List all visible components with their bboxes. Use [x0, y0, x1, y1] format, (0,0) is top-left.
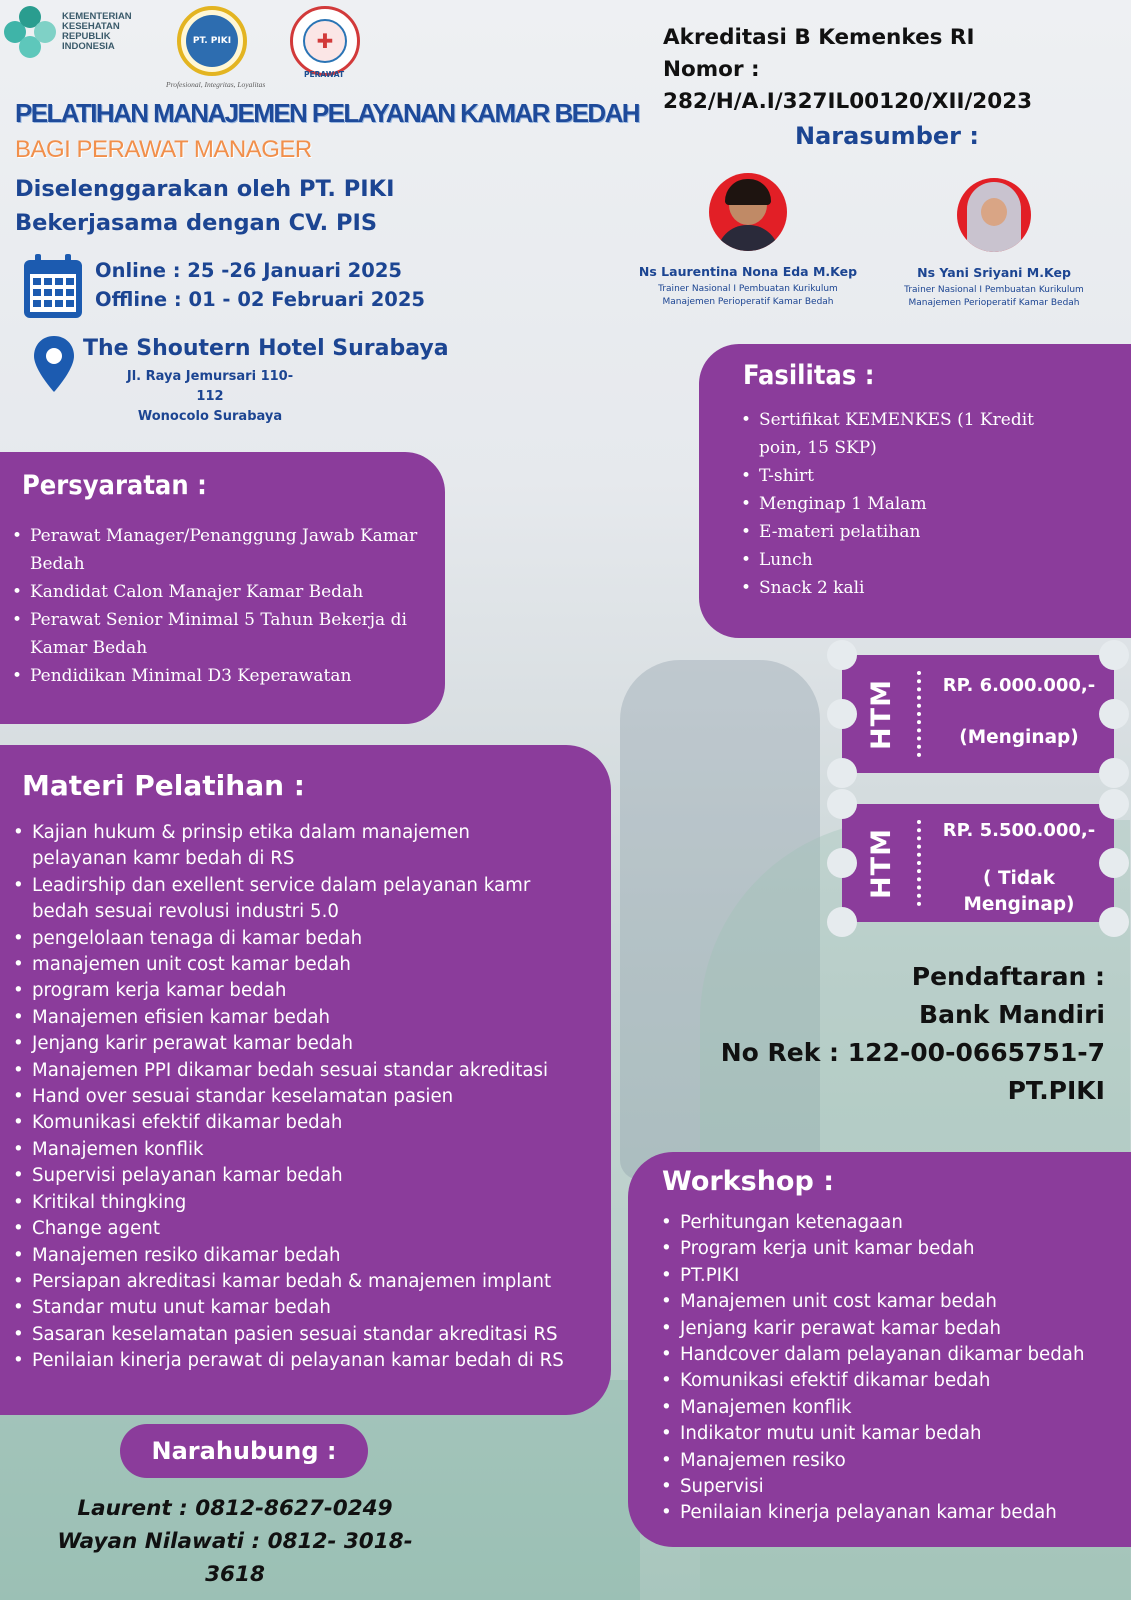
- list-item: • pengelolaan tenaga di kamar bedah: [12, 926, 567, 952]
- piki-badge: PT. PIKI: [186, 15, 238, 67]
- page-title: PELATIHAN MANAJEMEN PELAYANAN KAMAR BEDAH: [15, 98, 639, 128]
- speaker-name: Ns Laurentina Nona Eda M.Kep: [638, 264, 858, 279]
- fasilitas-panel: [699, 344, 1131, 638]
- speaker-card: [869, 178, 1119, 310]
- speaker-desc: [869, 284, 1119, 310]
- list-item: • PT.PIKI: [660, 1263, 1120, 1289]
- list-item: • Manajemen efisien kamar bedah: [12, 1005, 567, 1031]
- list-item: • Perawat Senior Minimal 5 Tahun Bekerja di Kamar Bedah: [10, 606, 430, 662]
- speaker-desc-line: Trainer Nasional I Pembuatan Kurikulum: [658, 284, 838, 294]
- registration-title: Pendaftaran :: [911, 962, 1105, 991]
- kemenkes-text: KEMENTERIAN KESEHATAN REPUBLIK INDONESIA: [62, 11, 132, 52]
- materi-title: Materi Pelatihan :: [22, 769, 305, 802]
- page-subtitle: BAGI PERAWAT MANAGER: [15, 136, 312, 163]
- speaker-desc: [628, 283, 868, 309]
- speaker-desc-line: Manajemen Perioperatif Kamar Bedah: [908, 298, 1080, 308]
- partner-line: Bekerjasama dengan CV. PIS: [15, 210, 378, 236]
- list-item: • Manajemen unit cost kamar bedah: [660, 1289, 1120, 1315]
- online-date: Online : 25 -26 Januari 2025: [95, 259, 402, 282]
- registration-info: [720, 958, 1105, 1110]
- speaker-photo: [709, 173, 787, 251]
- speaker-desc-line: Trainer Nasional I Pembuatan Kurikulum: [904, 285, 1084, 295]
- workshop-panel: [628, 1152, 1131, 1547]
- list-item: • Supervisi pelayanan kamar bedah: [12, 1163, 567, 1189]
- list-item: • Hand over sesuai standar keselamatan pasien: [12, 1084, 567, 1110]
- list-item: • Standar mutu unut kamar bedah: [12, 1295, 567, 1321]
- list-item: • Penilaian kinerja pelayanan kamar bedah: [660, 1500, 1120, 1526]
- speaker-desc-line: Manajemen Perioperatif Kamar Bedah: [662, 297, 834, 307]
- list-item: • T-shirt: [739, 462, 1049, 490]
- list-item: • manajemen unit cost kamar bedah: [12, 952, 567, 978]
- list-item: • Manajemen resiko: [660, 1448, 1120, 1474]
- accreditation-info: [663, 22, 1119, 118]
- list-item: • Kandidat Calon Manajer Kamar Bedah: [10, 578, 430, 606]
- account-number: No Rek : 122-00-0665751-7: [720, 1038, 1105, 1067]
- accreditation-line: Akreditasi B Kemenkes RI: [663, 25, 975, 50]
- offline-date: Offline : 01 - 02 Februari 2025: [95, 288, 425, 311]
- list-item: • Manajemen PPI dikamar bedah sesuai standar akreditasi: [12, 1058, 567, 1084]
- list-item: • Sasaran keselamatan pasien sesuai standar akreditasi RS: [12, 1322, 567, 1348]
- list-item: • Sertifikat KEMENKES (1 Kredit poin, 15 SKP): [739, 406, 1049, 462]
- ticket-note: ( Tidak Menginap): [963, 868, 1075, 915]
- list-item: • Pendidikan Minimal D3 Keperawatan: [10, 662, 430, 690]
- piki-tagline: Profesional, Integritas, Loyalitas: [166, 80, 266, 89]
- speaker-card: [628, 173, 868, 309]
- price-ticket: [842, 804, 1114, 922]
- perawat-label: PERAWAT: [304, 70, 345, 79]
- contact-item: Wayan Nilawati : 0812- 3018-3618: [57, 1529, 413, 1587]
- contact-list: [30, 1492, 440, 1591]
- workshop-list: [660, 1210, 1120, 1527]
- speaker-photo: [957, 178, 1031, 252]
- persyaratan-list: [10, 522, 430, 690]
- piki-logo: [177, 6, 247, 76]
- list-item: • Kritikal thingking: [12, 1190, 567, 1216]
- bank-name: Bank Mandiri: [919, 1000, 1105, 1029]
- list-item: • Program kerja unit kamar bedah: [660, 1236, 1120, 1262]
- list-item: • Snack 2 kali: [739, 574, 1049, 602]
- price-ticket: [842, 655, 1114, 773]
- list-item: • Penilaian kinerja perawat di pelayanan kamar bedah di RS: [12, 1348, 567, 1374]
- list-item: • Manajemen konflik: [660, 1395, 1120, 1421]
- list-item: • Persiapan akreditasi kamar bedah & manajemen implant: [12, 1269, 567, 1295]
- organizer-info: [15, 172, 394, 240]
- list-item: • Komunikasi efektif dikamar bedah: [12, 1110, 567, 1136]
- ticket-price: RP. 6.000.000,-: [942, 675, 1096, 696]
- list-item: • Perhitungan ketenagaan: [660, 1210, 1120, 1236]
- list-item: • Manajemen resiko dikamar bedah: [12, 1243, 567, 1269]
- list-item: • program kerja kamar bedah: [12, 978, 567, 1004]
- list-item: • Jenjang karir perawat kamar bedah: [12, 1031, 567, 1057]
- workshop-title: Workshop :: [662, 1166, 835, 1197]
- cross-icon: ✚: [303, 19, 347, 63]
- location-pin-icon: [30, 334, 78, 394]
- ticket-price: RP. 5.500.000,-: [942, 820, 1096, 841]
- list-item: • Indikator mutu unit kamar bedah: [660, 1421, 1120, 1447]
- event-dates: [95, 256, 425, 314]
- accreditation-number: Nomor : 282/H/A.I/327IL00120/XII/2023: [663, 57, 1033, 114]
- list-item: • Menginap 1 Malam: [739, 490, 1049, 518]
- persyaratan-title: Persyaratan :: [22, 470, 207, 501]
- materi-panel: [0, 745, 611, 1415]
- contact-item: Laurent : 0812-8627-0249: [77, 1496, 393, 1521]
- list-item: • Jenjang karir perawat kamar bedah: [660, 1316, 1120, 1342]
- kemenkes-emblem-icon: [4, 6, 56, 58]
- ticket-note: (Menginap): [959, 727, 1079, 748]
- venue-address: [115, 367, 305, 427]
- venue-name: The Shoutern Hotel Surabaya: [83, 336, 449, 361]
- fasilitas-list: [739, 406, 1049, 602]
- organizer-line: Diselenggarakan oleh PT. PIKI: [15, 176, 395, 202]
- list-item: • Manajemen konflik: [12, 1137, 567, 1163]
- speaker-name: Ns Yani Sriyani M.Kep: [917, 265, 1071, 280]
- list-item: • Komunikasi efektif dikamar bedah: [660, 1368, 1120, 1394]
- list-item: • Leadirship dan exellent service dalam pelayanan kamr bedah sesuai revolusi industri 5.0: [12, 873, 567, 926]
- list-item: • Lunch: [739, 546, 1049, 574]
- account-holder: PT.PIKI: [1007, 1076, 1105, 1105]
- ticket-label: HTM: [865, 827, 897, 899]
- list-item: • Supervisi: [660, 1474, 1120, 1500]
- calendar-icon: [22, 252, 84, 322]
- list-item: • Kajian hukum & prinsip etika dalam manajemen pelayanan kamr bedah di RS: [12, 820, 567, 873]
- narahubung-title: Narahubung :: [120, 1424, 368, 1478]
- kemenkes-logo: [4, 6, 142, 58]
- list-item: • E-materi pelatihan: [739, 518, 1049, 546]
- fasilitas-title: Fasilitas :: [743, 360, 875, 391]
- list-item: • Handcover dalam pelayanan dikamar bedah: [660, 1342, 1120, 1368]
- venue-city-line: Wonocolo Surabaya: [137, 409, 283, 424]
- persyaratan-panel: [0, 452, 445, 724]
- narasumber-title: Narasumber :: [795, 122, 979, 150]
- materi-list: [12, 820, 567, 1375]
- list-item: • Change agent: [12, 1216, 567, 1242]
- ticket-label: HTM: [865, 678, 897, 750]
- list-item: • Perawat Manager/Penanggung Jawab Kamar Bedah: [10, 522, 430, 578]
- perawat-logo: [290, 6, 360, 76]
- venue-address-line: Jl. Raya Jemursari 110-112: [126, 369, 294, 404]
